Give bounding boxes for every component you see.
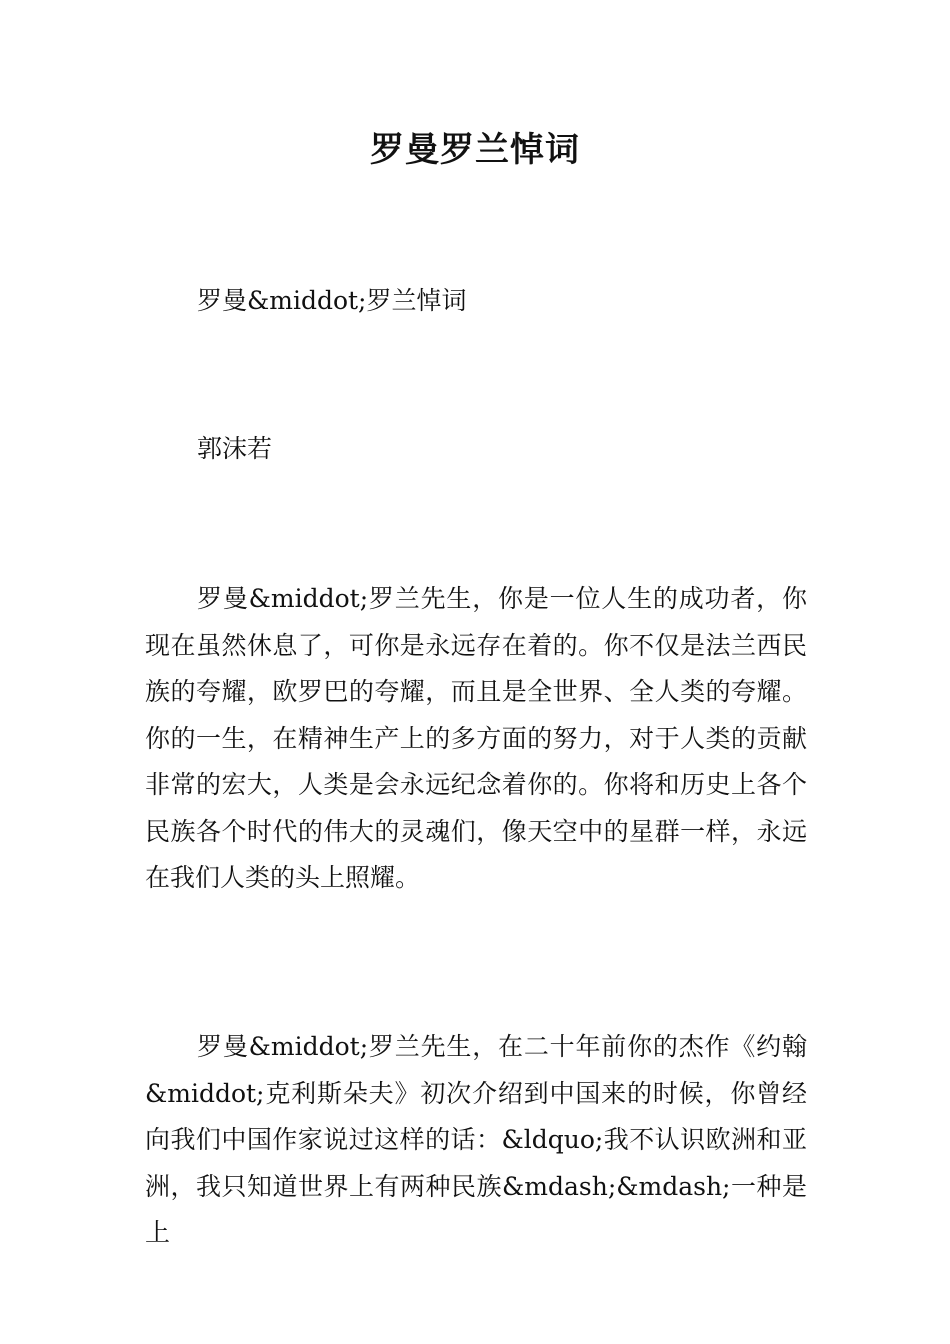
document-subtitle: 罗曼&middot;罗兰悼词: [197, 286, 467, 315]
paragraph-2: 罗曼&middot;罗兰先生，在二十年前你的杰作《约翰&middot;克利斯朵夫》初次介绍到中国来的时候，你曾经向我们中国作家说过这样的话：&ldquo;我不认识欧洲和亚洲，我只知道世界上有两种民族&mdash;&mdash;一种是上: [145, 1032, 807, 1247]
paragraph-1: 罗曼&middot;罗兰先生，你是一位人生的成功者，你现在虽然休息了，可你是永远存在着的。你不仅是法兰西民族的夸耀，欧罗巴的夸耀，而且是全世界、全人类的夸耀。你的一生，在精神生产上的多方面的努力，对于人类的贡献非常的宏大，人类是会永远纪念着你的。你将和历史上各个民族各个时代的伟大的灵魂们，像天空中的星群一样，永远在我们人类的头上照耀。: [145, 584, 807, 892]
document-title: 罗曼罗兰悼词: [370, 130, 580, 170]
document-author: 郭沫若: [197, 434, 273, 463]
